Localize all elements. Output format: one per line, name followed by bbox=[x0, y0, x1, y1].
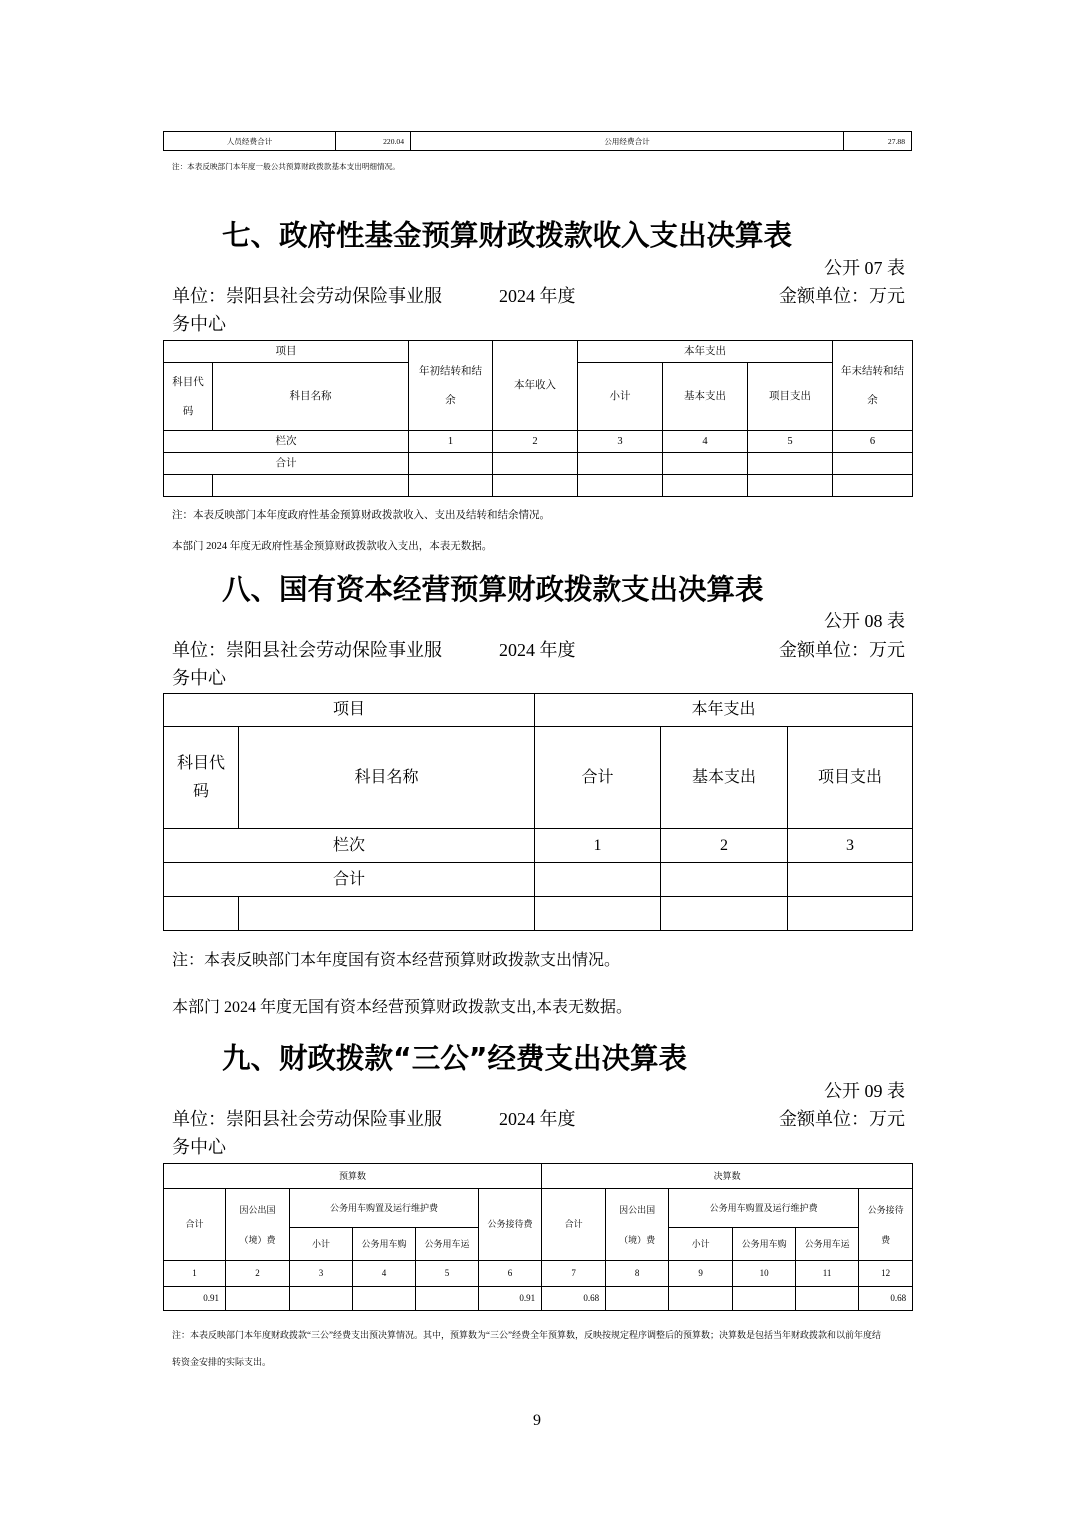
empty-cell bbox=[748, 453, 833, 475]
empty-cell bbox=[661, 863, 788, 897]
final-header-vehicle-purchase: 公务用车购 bbox=[733, 1228, 796, 1261]
total-row-label: 合计 bbox=[164, 863, 535, 897]
header-end-balance-text: 年末结转和结余 bbox=[841, 365, 905, 406]
header-begin-balance-text: 年初结转和结余 bbox=[419, 365, 482, 406]
section7-form-number: 公开 07 表 bbox=[824, 258, 905, 278]
empty-cell bbox=[353, 1287, 416, 1311]
empty-cell bbox=[833, 453, 913, 475]
section9-unit-label: 单位：崇阳县社会劳动保险事业服 bbox=[172, 1109, 442, 1129]
index-cell: 10 bbox=[733, 1261, 796, 1287]
header-begin-balance bbox=[409, 341, 493, 431]
index-row-label: 栏次 bbox=[164, 431, 409, 453]
header-total: 合计 bbox=[535, 727, 661, 829]
table-index-row bbox=[164, 1261, 913, 1287]
index-cell: 8 bbox=[606, 1261, 669, 1287]
section7-unit-label: 单位：崇阳县社会劳动保险事业服 bbox=[172, 286, 442, 306]
header-project: 项目 bbox=[164, 341, 409, 363]
table-row bbox=[164, 132, 912, 151]
empty-cell bbox=[493, 475, 578, 497]
section8-form-number: 公开 08 表 bbox=[824, 611, 905, 631]
section8-unit-label: 单位：崇阳县社会劳动保险事业服 bbox=[172, 640, 442, 660]
section9-note-line2: 转资金安排的实际支出。 bbox=[172, 1357, 272, 1367]
index-row-label: 栏次 bbox=[164, 829, 535, 863]
table-header-row bbox=[164, 341, 913, 363]
empty-cell bbox=[606, 1287, 669, 1311]
final-header-vehicle: 公务用车购置及运行维护费 bbox=[669, 1189, 859, 1228]
table-row bbox=[164, 475, 913, 497]
table-total-row bbox=[164, 863, 913, 897]
section7-year: 2024 年度 bbox=[499, 286, 576, 306]
empty-cell bbox=[663, 475, 748, 497]
public-expense-value: 27.88 bbox=[844, 132, 912, 151]
section8-amount-unit: 金额单位：万元 bbox=[779, 640, 905, 660]
section8-no-data-statement: 本部门 2024 年度无国有资本经营预算财政拨款支出,本表无数据。 bbox=[172, 999, 633, 1016]
empty-cell bbox=[796, 1287, 859, 1311]
final-header-abroad bbox=[606, 1189, 669, 1261]
header-expense: 本年支出 bbox=[578, 341, 833, 363]
section7-unit-label-continued: 务中心 bbox=[172, 314, 226, 334]
section8-title: 八、国有资本经营预算财政拨款支出决算表 bbox=[222, 573, 764, 606]
section8-note: 注：本表反映部门本年度国有资本经营预算财政拨款支出情况。 bbox=[172, 952, 621, 969]
index-cell: 11 bbox=[796, 1261, 859, 1287]
index-cell: 3 bbox=[788, 829, 913, 863]
header-basic-expense: 基本支出 bbox=[663, 363, 748, 431]
budget-header-vehicle-operation: 公务用车运 bbox=[416, 1228, 479, 1261]
header-subject-code-text: 科目代码 bbox=[176, 754, 225, 800]
page-number: 9 bbox=[533, 1412, 541, 1429]
index-cell: 1 bbox=[409, 431, 493, 453]
empty-cell bbox=[409, 453, 493, 475]
empty-cell bbox=[535, 863, 661, 897]
section9-year: 2024 年度 bbox=[499, 1109, 576, 1129]
empty-cell bbox=[535, 897, 661, 931]
final-header-reception-text: 公务接待费 bbox=[867, 1204, 904, 1245]
personnel-expense-label: 人员经费合计 bbox=[164, 132, 336, 151]
header-expense: 本年支出 bbox=[535, 694, 913, 727]
empty-cell bbox=[748, 475, 833, 497]
table-row bbox=[164, 897, 913, 931]
table-index-row bbox=[164, 431, 913, 453]
header-subject-code-text: 科目代码 bbox=[172, 376, 204, 417]
index-cell: 1 bbox=[535, 829, 661, 863]
table-header-row bbox=[164, 1164, 913, 1189]
final-header-abroad-text: 因公出国（境）费 bbox=[619, 1204, 656, 1245]
section9-title: 九、财政拨款“三公”经费支出决算表 bbox=[222, 1042, 687, 1075]
final-header-total: 合计 bbox=[542, 1189, 606, 1261]
final-header-reception bbox=[859, 1189, 913, 1261]
section9-table bbox=[163, 1163, 913, 1311]
table-value-row bbox=[164, 1287, 913, 1311]
budget-total-value: 0.91 bbox=[164, 1287, 226, 1311]
budget-header-total: 合计 bbox=[164, 1189, 226, 1261]
section9-form-number: 公开 09 表 bbox=[824, 1081, 905, 1101]
empty-cell bbox=[493, 453, 578, 475]
total-row-label: 合计 bbox=[164, 453, 409, 475]
index-cell: 2 bbox=[493, 431, 578, 453]
index-cell: 4 bbox=[663, 431, 748, 453]
section9-amount-unit: 金额单位：万元 bbox=[779, 1109, 905, 1129]
section8-year: 2024 年度 bbox=[499, 640, 576, 660]
empty-cell bbox=[578, 475, 663, 497]
budget-header-abroad-text: 因公出国（境）费 bbox=[239, 1204, 276, 1245]
index-cell: 5 bbox=[416, 1261, 479, 1287]
section8-table bbox=[163, 693, 913, 931]
header-subject-name: 科目名称 bbox=[239, 727, 535, 829]
empty-cell bbox=[409, 475, 493, 497]
header-project-expense: 项目支出 bbox=[788, 727, 913, 829]
budget-header-abroad bbox=[226, 1189, 290, 1261]
table-header-row bbox=[164, 694, 913, 727]
section7-title: 七、政府性基金预算财政拨款收入支出决算表 bbox=[222, 219, 793, 252]
header-subject-code bbox=[164, 727, 239, 829]
index-cell: 2 bbox=[226, 1261, 290, 1287]
section7-no-data-statement: 本部门 2024 年度无政府性基金预算财政拨款收入支出，本表无数据。 bbox=[172, 541, 493, 552]
header-end-balance bbox=[833, 341, 913, 431]
budget-header-vehicle: 公务用车购置及运行维护费 bbox=[290, 1189, 479, 1228]
header-final: 决算数 bbox=[542, 1164, 913, 1189]
header-subject-code bbox=[164, 363, 213, 431]
section8-unit-label-continued: 务中心 bbox=[172, 668, 226, 688]
index-cell: 7 bbox=[542, 1261, 606, 1287]
final-reception-value: 0.68 bbox=[859, 1287, 913, 1311]
empty-cell bbox=[788, 897, 913, 931]
empty-cell bbox=[669, 1287, 733, 1311]
index-cell: 9 bbox=[669, 1261, 733, 1287]
empty-cell bbox=[663, 453, 748, 475]
budget-header-reception: 公务接待费 bbox=[479, 1189, 542, 1261]
basic-expense-summary-table bbox=[163, 131, 912, 151]
final-header-vehicle-operation: 公务用车运 bbox=[796, 1228, 859, 1261]
empty-cell bbox=[416, 1287, 479, 1311]
index-cell: 3 bbox=[578, 431, 663, 453]
header-basic-expense: 基本支出 bbox=[661, 727, 788, 829]
header-budget: 预算数 bbox=[164, 1164, 542, 1189]
header-income: 本年收入 bbox=[493, 341, 578, 431]
index-cell: 12 bbox=[859, 1261, 913, 1287]
section7-table bbox=[163, 340, 913, 497]
empty-cell bbox=[788, 863, 913, 897]
empty-cell bbox=[661, 897, 788, 931]
budget-header-vehicle-subtotal: 小计 bbox=[290, 1228, 353, 1261]
empty-cell bbox=[213, 475, 409, 497]
header-subject-name: 科目名称 bbox=[213, 363, 409, 431]
empty-cell bbox=[290, 1287, 353, 1311]
budget-reception-value: 0.91 bbox=[479, 1287, 542, 1311]
empty-cell bbox=[164, 475, 213, 497]
empty-cell bbox=[164, 897, 239, 931]
empty-cell bbox=[239, 897, 535, 931]
index-cell: 1 bbox=[164, 1261, 226, 1287]
section7-amount-unit: 金额单位：万元 bbox=[779, 286, 905, 306]
header-project: 项目 bbox=[164, 694, 535, 727]
index-cell: 3 bbox=[290, 1261, 353, 1287]
final-total-value: 0.68 bbox=[542, 1287, 606, 1311]
public-expense-label: 公用经费合计 bbox=[411, 132, 844, 151]
budget-header-vehicle-purchase: 公务用车购 bbox=[353, 1228, 416, 1261]
final-header-vehicle-subtotal: 小计 bbox=[669, 1228, 733, 1261]
index-cell: 5 bbox=[748, 431, 833, 453]
section9-note-line1: 注：本表反映部门本年度财政拨款“三公”经费支出预决算情况。其中，预算数为“三公”经费全年预算数，反映按规定程序调整后的预算数；决算数是包括当年财政拨款和以前年度结 bbox=[172, 1330, 881, 1340]
index-cell: 4 bbox=[353, 1261, 416, 1287]
table-header-row bbox=[164, 727, 913, 829]
header-project-expense: 项目支出 bbox=[748, 363, 833, 431]
table-header-row bbox=[164, 1189, 913, 1228]
index-cell: 6 bbox=[833, 431, 913, 453]
header-subtotal: 小计 bbox=[578, 363, 663, 431]
empty-cell bbox=[733, 1287, 796, 1311]
empty-cell bbox=[578, 453, 663, 475]
section9-unit-label-continued: 务中心 bbox=[172, 1137, 226, 1157]
index-cell: 2 bbox=[661, 829, 788, 863]
table-index-row bbox=[164, 829, 913, 863]
empty-cell bbox=[833, 475, 913, 497]
top-table-note: 注：本表反映部门本年度一般公共预算财政拨款基本支出明细情况。 bbox=[172, 162, 400, 171]
index-cell: 6 bbox=[479, 1261, 542, 1287]
section7-note: 注：本表反映部门本年度政府性基金预算财政拨款收入、支出及结转和结余情况。 bbox=[172, 510, 550, 521]
empty-cell bbox=[226, 1287, 290, 1311]
table-total-row bbox=[164, 453, 913, 475]
personnel-expense-value: 220.04 bbox=[336, 132, 411, 151]
